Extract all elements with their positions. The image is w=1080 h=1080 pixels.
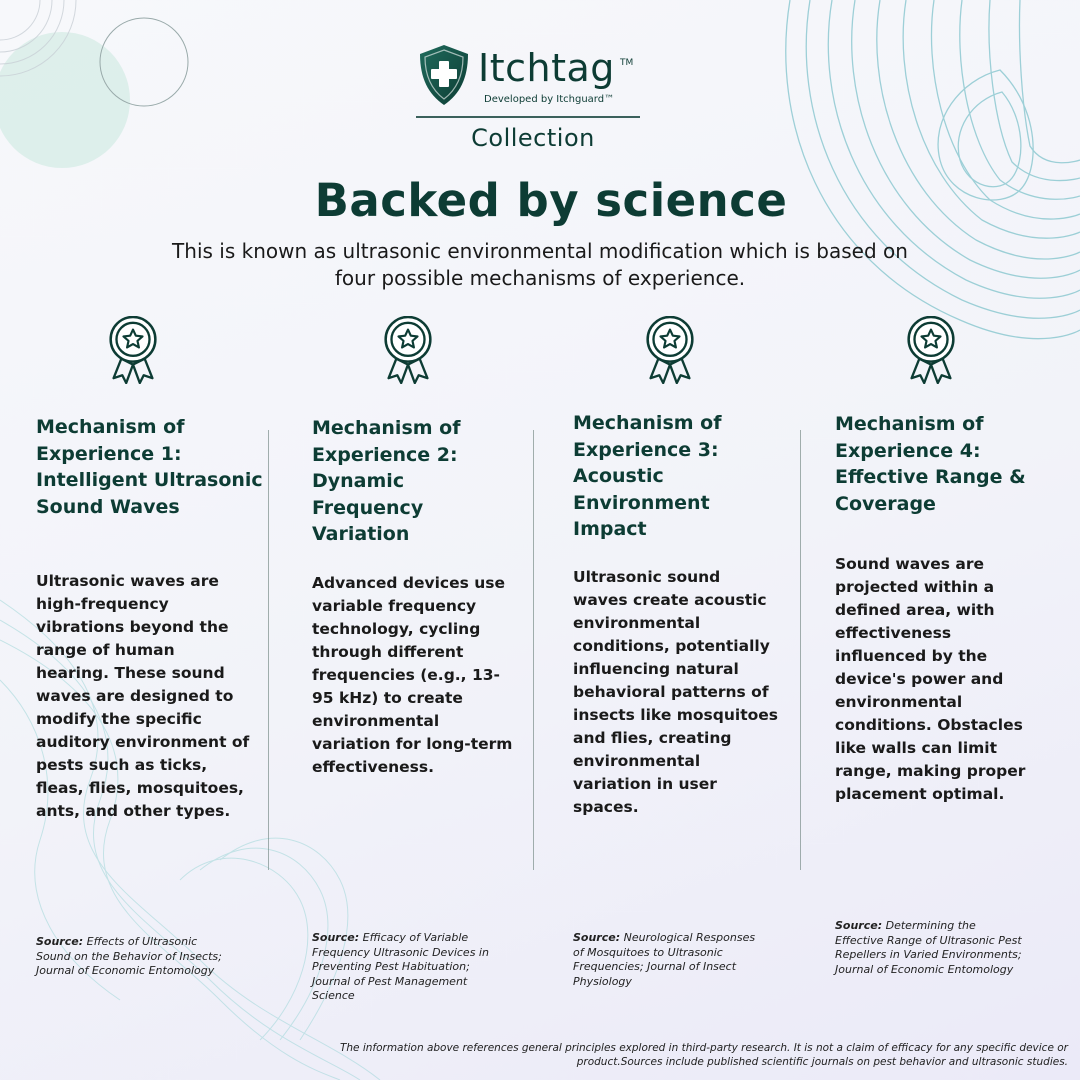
source-label: Source: [312, 931, 360, 944]
column-divider [533, 430, 534, 870]
mechanism-heading: Mechanism of Experience 2: Dynamic Frequency Variation [312, 417, 461, 545]
shield-cross-icon [418, 44, 470, 106]
source-text: Neurological Responses of Mosquitoes to Ultrasonic Frequencies; Journal of Insect Physiology [573, 931, 756, 988]
page-subtitle: This is known as ultrasonic environmental modification which is based on four possible mechanisms of experience. [172, 239, 908, 290]
page-title: Backed by science [314, 174, 788, 227]
brand-trademark: TM [620, 58, 634, 68]
mechanism-heading: Mechanism of Experience 4: Effective Range & Coverage [835, 413, 1026, 515]
mechanism-3-body [573, 566, 778, 819]
brand-logo[interactable] [418, 44, 648, 110]
source-label: Source: [573, 931, 621, 944]
source-text: Effects of Ultrasonic Sound on the Behavior of Insects; Journal of Economic Entomology [36, 935, 222, 978]
mechanism-2 [312, 415, 512, 548]
mechanism-body: Sound waves are projected within a defined area, with effectiveness influenced by the device's power and environmental conditions. Obstacles like walls can limit range, making proper placement optimal. [835, 555, 1026, 803]
mechanism-4-source [835, 919, 1025, 977]
mechanism-body: Ultrasonic waves are high-frequency vibrations beyond the range of human hearing. These sound waves are designed to modify the specific auditory environment of pests such as ticks, fleas, flies, mosquitoes, ants, and other types. [36, 572, 250, 820]
header [0, 0, 1080, 160]
mechanism-3-source [573, 931, 763, 989]
mechanism-source [36, 935, 226, 979]
mechanism-body: Advanced devices use variable frequency technology, cycling through different frequencies (e.g., 13-95 kHz) to create environmental variation for long-term effectiveness. [312, 574, 513, 776]
mechanism-2-source [312, 931, 504, 1004]
mechanism-2-body [312, 572, 514, 779]
mechanism-4 [835, 411, 1035, 517]
mechanism-1 [36, 414, 268, 520]
source-text: Determining the Effective Range of Ultrasonic Pest Repellers in Varied Environments; Journal of Economic Entomology [835, 919, 1022, 976]
mechanism-source [835, 919, 1025, 977]
mechanism-source [312, 931, 504, 1004]
column-divider [800, 430, 801, 870]
source-text: Efficacy of Variable Frequency Ultrasonic Devices in Preventing Pest Habituation; Journal of Pest Management Science [312, 931, 489, 1003]
mechanism-1-body [36, 570, 250, 823]
mechanism-source [573, 931, 763, 989]
mechanism-4-body [835, 553, 1031, 806]
brand-subtitle: Developed by Itchguard™ [484, 94, 615, 105]
award-medal-icon [107, 316, 159, 384]
mechanism-heading: Mechanism of Experience 3: Acoustic Environment Impact [573, 412, 722, 540]
disclaimer: The information above references general principles explored in third-party research. It is not a claim of efficacy for any specific device or product.Sources include published scientific journals on pest behavior and ultrasonic studies. [339, 1042, 1068, 1068]
award-medal-icon [382, 316, 434, 384]
mechanism-3 [573, 410, 773, 543]
mechanism-body: Ultrasonic sound waves create acoustic environmental conditions, potentially influencing natural behavioral patterns of insects like mosquitoes and flies, creating environmental variation in user spaces. [573, 568, 778, 816]
collection-label: Collection [471, 124, 595, 152]
award-medal-icon [644, 316, 696, 384]
mechanism-1-source [36, 935, 226, 979]
award-medal-icon [905, 316, 957, 384]
mechanism-heading: Mechanism of Experience 1: Intelligent Ultrasonic Sound Waves [36, 416, 263, 518]
brand-name: Itchtag [478, 46, 615, 90]
column-divider [268, 430, 269, 870]
source-label: Source: [36, 935, 84, 948]
header-divider [416, 116, 640, 118]
source-label: Source: [835, 919, 883, 932]
